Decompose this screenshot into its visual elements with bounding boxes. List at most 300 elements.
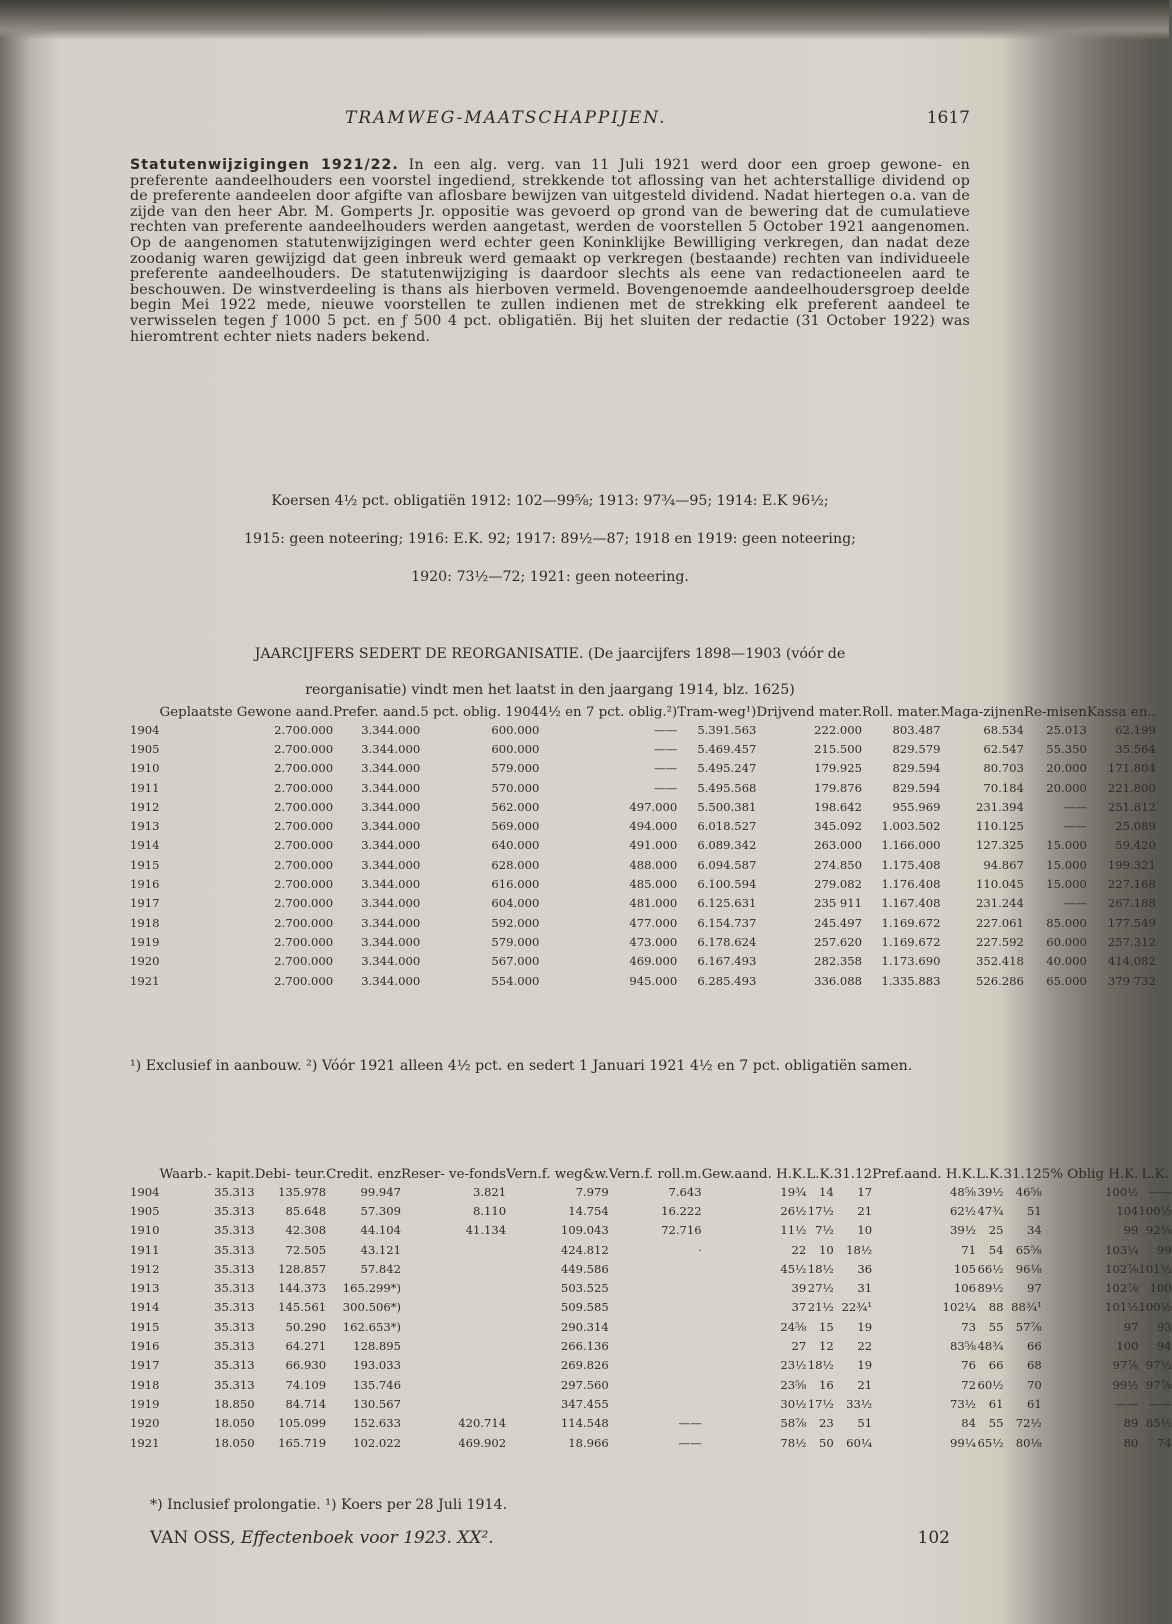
table-cell: 22 bbox=[791, 1242, 807, 1257]
table-cell: 102⅞ bbox=[1105, 1261, 1139, 1276]
table-cell: 562.000 bbox=[491, 799, 540, 814]
table-cell: 6.285.493 bbox=[697, 973, 757, 988]
table-cell: 17 bbox=[857, 1184, 873, 1199]
table-cell: 3.344.000 bbox=[361, 915, 421, 930]
table-cell: 257.620 bbox=[814, 934, 863, 949]
table-cell: 30½ bbox=[780, 1396, 807, 1411]
table-cell: 266.136 bbox=[560, 1339, 609, 1354]
table-cell bbox=[609, 1259, 702, 1278]
table-cell: 64.271 bbox=[285, 1339, 327, 1354]
table-cell bbox=[609, 1356, 702, 1375]
table-cell: —— bbox=[1063, 799, 1087, 814]
table-cell: 93 bbox=[1157, 1319, 1172, 1334]
table-cell: 829.594 bbox=[892, 780, 941, 795]
table-cell: 78½ bbox=[780, 1435, 807, 1450]
table-cell: 282.358 bbox=[814, 954, 863, 969]
table-row bbox=[130, 874, 1156, 893]
table-cell: 57.309 bbox=[360, 1203, 402, 1218]
table-cell: 5.495.568 bbox=[697, 780, 757, 795]
table-cell: 162.653*) bbox=[342, 1319, 402, 1334]
table-cell: 60.000 bbox=[1046, 934, 1087, 949]
table-cell: 165.299*) bbox=[342, 1281, 402, 1296]
table-row bbox=[130, 778, 1156, 797]
row-year: 1912 bbox=[130, 799, 160, 814]
table-cell: 16.222 bbox=[661, 1203, 702, 1218]
table-cell: 43.121 bbox=[360, 1242, 402, 1257]
table-cell: 105.099 bbox=[278, 1416, 327, 1431]
table-cell: 35.313 bbox=[214, 1339, 255, 1354]
table-cell: 88 bbox=[988, 1300, 1004, 1315]
table-cell bbox=[609, 1375, 702, 1394]
jaarcijfers-line: reorganisatie) vindt men het laatst in den jaargang 1914, blz. 1625) bbox=[305, 682, 795, 698]
table-cell: 130.567 bbox=[353, 1396, 402, 1411]
table-cell: 424.812 bbox=[560, 1242, 609, 1257]
footnote-table2: *) Inclusief prolongatie. ¹) Koers per 28 Juli 1914. bbox=[150, 1497, 508, 1513]
table-cell: 92⅛ bbox=[1145, 1223, 1172, 1238]
table-cell: 39½ bbox=[950, 1223, 977, 1238]
row-year: 1905 bbox=[130, 741, 160, 756]
table-cell: 3.344.000 bbox=[361, 896, 421, 911]
table-row bbox=[130, 1182, 1172, 1201]
table-cell: 135.978 bbox=[278, 1184, 327, 1199]
row-year: 1913 bbox=[130, 819, 160, 834]
table-cell: 569.000 bbox=[491, 819, 540, 834]
table-cell: 488.000 bbox=[629, 857, 678, 872]
table-cell: 2.700.000 bbox=[274, 877, 334, 892]
table-cell: 570.000 bbox=[491, 780, 540, 795]
table-cell: 21½ bbox=[807, 1300, 834, 1315]
table-cell: 71 bbox=[961, 1242, 977, 1257]
table-cell: 80⅛ bbox=[1015, 1435, 1042, 1450]
table-cell: 2.700.000 bbox=[274, 780, 334, 795]
table-cell: —— bbox=[654, 780, 678, 795]
table-cell: 3.344.000 bbox=[361, 857, 421, 872]
table-row bbox=[130, 797, 1156, 816]
balance-table-1 bbox=[130, 706, 1156, 990]
table-cell: 245.497 bbox=[814, 915, 863, 930]
table-row bbox=[130, 720, 1156, 739]
table-cell: 35.564 bbox=[1115, 741, 1156, 756]
koersen-line: Koersen 4½ pct. obligatiën 1912: 102—99⅝; 1913: 97¾—95; 1914: E.K 96½; bbox=[271, 493, 829, 509]
table-cell: 1.176.408 bbox=[881, 877, 941, 892]
table-cell: 18.850 bbox=[214, 1396, 255, 1411]
table-cell: 72.716 bbox=[661, 1223, 702, 1238]
table-cell: 567.000 bbox=[491, 954, 540, 969]
table-cell: 6.089.342 bbox=[697, 838, 757, 853]
table-cell: 3.344.000 bbox=[361, 934, 421, 949]
table-row bbox=[130, 816, 1156, 835]
column-header: Drijvend mater. bbox=[756, 705, 863, 720]
table-cell: 1.169.672 bbox=[881, 934, 941, 949]
table-cell: 88¾¹ bbox=[1011, 1300, 1042, 1315]
column-header: Gew.aand. H.K. bbox=[701, 1167, 807, 1182]
jaarcijfers-line: JAARCIJFERS SEDERT DE REORGANISATIE. (De jaarcijfers 1898—1903 (vóór de bbox=[254, 646, 846, 662]
table-cell: 35.313 bbox=[214, 1184, 255, 1199]
table-cell: 27½ bbox=[807, 1281, 834, 1296]
table-cell: 5.495.247 bbox=[697, 761, 757, 776]
row-year: 1915 bbox=[130, 857, 160, 872]
table-cell: 72 bbox=[961, 1377, 977, 1392]
table-cell: 554.000 bbox=[491, 973, 540, 988]
table-cell: 829.594 bbox=[892, 761, 941, 776]
table-cell: 65.000 bbox=[1046, 973, 1087, 988]
table-cell: 21 bbox=[857, 1203, 873, 1218]
running-header bbox=[130, 108, 970, 138]
column-header: Reser- ve-fonds bbox=[401, 1167, 507, 1182]
table-cell: —— bbox=[1063, 896, 1087, 911]
table-cell: —— bbox=[1115, 1396, 1139, 1411]
table-cell: 35.313 bbox=[214, 1281, 255, 1296]
table-cell: 89½ bbox=[977, 1281, 1004, 1296]
row-year: 1913 bbox=[130, 1281, 160, 1296]
table-cell: 18½ bbox=[807, 1358, 834, 1373]
table-cell: 22 bbox=[857, 1339, 873, 1354]
table-cell: 99½ bbox=[1112, 1377, 1139, 1392]
column-header: Debi- teur. bbox=[254, 1167, 327, 1182]
table-cell: 6.100.594 bbox=[697, 877, 757, 892]
table-cell: 74.109 bbox=[285, 1377, 327, 1392]
table-cell: 7.643 bbox=[668, 1184, 702, 1199]
table-cell: 68 bbox=[1027, 1358, 1042, 1373]
table-cell: 35.313 bbox=[214, 1377, 255, 1392]
table-cell: 66 bbox=[988, 1358, 1004, 1373]
page-footer bbox=[150, 1528, 950, 1554]
table-cell: 7½ bbox=[815, 1223, 834, 1238]
column-header: Waarb.- kapit. bbox=[159, 1167, 255, 1182]
table-cell: —— bbox=[678, 1435, 702, 1450]
table-cell: 99 bbox=[1157, 1242, 1172, 1257]
table-cell: 96⅛ bbox=[1015, 1261, 1042, 1276]
table-cell: 50 bbox=[818, 1435, 834, 1450]
table-cell: 57⅞ bbox=[1015, 1319, 1042, 1334]
table-cell: 251.812 bbox=[1107, 799, 1156, 814]
table-cell: 379 732 bbox=[1107, 973, 1156, 988]
table-cell: 65½ bbox=[977, 1435, 1004, 1450]
table-cell: 640.000 bbox=[491, 838, 540, 853]
table-cell: 5.500.381 bbox=[697, 799, 757, 814]
table-cell: 31 bbox=[857, 1281, 873, 1296]
table-cell: 18.050 bbox=[214, 1435, 255, 1450]
table-cell: 497.000 bbox=[629, 799, 678, 814]
table-cell: 18½ bbox=[807, 1261, 834, 1276]
table-cell: 19 bbox=[857, 1319, 873, 1334]
table-cell: 103¼ bbox=[1105, 1242, 1139, 1257]
table-cell: 3.344.000 bbox=[361, 819, 421, 834]
row-year: 1911 bbox=[130, 1242, 160, 1257]
table-cell: —— bbox=[654, 722, 678, 737]
table-row bbox=[130, 1298, 1172, 1317]
table-row bbox=[130, 1259, 1172, 1278]
table-cell: 35.313 bbox=[214, 1242, 255, 1257]
table-cell bbox=[401, 1356, 506, 1375]
table-cell: 1.166.000 bbox=[881, 838, 941, 853]
table-cell: 3.344.000 bbox=[361, 877, 421, 892]
table-cell: 15.000 bbox=[1046, 877, 1087, 892]
table-cell: 1.175.408 bbox=[881, 857, 941, 872]
balance-table-2 bbox=[130, 1168, 1172, 1452]
column-header: L.K. bbox=[976, 1167, 1004, 1182]
row-year: 1917 bbox=[130, 1358, 160, 1373]
table-cell: 73½ bbox=[950, 1396, 977, 1411]
table-row bbox=[130, 1433, 1172, 1452]
running-title: TRAMWEG-MAATSCHAPPIJEN. bbox=[345, 108, 667, 128]
table-cell: 61 bbox=[988, 1396, 1004, 1411]
table-cell bbox=[401, 1336, 506, 1355]
table-cell: 3.344.000 bbox=[361, 838, 421, 853]
table-cell: 3.344.000 bbox=[361, 761, 421, 776]
table-cell: 99¼ bbox=[950, 1435, 977, 1450]
table-cell: 420.714 bbox=[458, 1416, 507, 1431]
table-cell: 34 bbox=[1027, 1223, 1042, 1238]
table-cell bbox=[609, 1298, 702, 1317]
table-cell: 481.000 bbox=[629, 896, 678, 911]
table-cell: 145.561 bbox=[278, 1300, 327, 1315]
table-cell: 221.800 bbox=[1107, 780, 1156, 795]
table-cell: 6.178.624 bbox=[697, 934, 757, 949]
table-cell: —— bbox=[1148, 1396, 1172, 1411]
table-cell: 2.700.000 bbox=[274, 819, 334, 834]
table-cell: 55.350 bbox=[1046, 741, 1087, 756]
row-year: 1920 bbox=[130, 1416, 160, 1431]
table-cell: 102.022 bbox=[353, 1435, 402, 1450]
table-cell: 6.094.587 bbox=[697, 857, 757, 872]
table-cell bbox=[609, 1317, 702, 1336]
table-cell: 51 bbox=[857, 1416, 873, 1431]
table-cell: 1.335.883 bbox=[881, 973, 941, 988]
table-cell: 579.000 bbox=[491, 761, 540, 776]
table-cell: 23 bbox=[818, 1416, 834, 1431]
table-cell: 17½ bbox=[807, 1203, 834, 1218]
table-cell: 8.110 bbox=[472, 1203, 507, 1218]
row-year: 1914 bbox=[130, 1300, 160, 1315]
table-cell: 54 bbox=[988, 1242, 1004, 1257]
column-header: 4½ en 7 pct. oblig.²) bbox=[539, 705, 678, 720]
table-cell: 628.000 bbox=[491, 857, 540, 872]
table-cell bbox=[609, 1336, 702, 1355]
table-cell: · bbox=[698, 1242, 702, 1257]
row-year: 1914 bbox=[130, 838, 160, 853]
table-cell: 97 bbox=[1123, 1319, 1139, 1334]
table-cell: 177.549 bbox=[1107, 915, 1156, 930]
table-cell: 1.169.672 bbox=[881, 915, 941, 930]
table-cell: 193.033 bbox=[353, 1358, 402, 1373]
table-cell: 20.000 bbox=[1046, 780, 1087, 795]
table-cell: 2.700.000 bbox=[274, 799, 334, 814]
table-cell: 33½ bbox=[846, 1396, 873, 1411]
column-header: Re-misen bbox=[1023, 705, 1087, 720]
table-row bbox=[130, 1278, 1172, 1297]
table-cell: 231.244 bbox=[975, 896, 1024, 911]
table-row bbox=[130, 1221, 1172, 1240]
table-cell: 62½ bbox=[950, 1203, 977, 1218]
table-cell: 2.700.000 bbox=[274, 934, 334, 949]
column-header: 5% Oblig H.K. bbox=[1041, 1167, 1139, 1182]
table-cell: 14 bbox=[818, 1184, 834, 1199]
table-cell: 76 bbox=[961, 1358, 977, 1373]
table-cell: 25 bbox=[988, 1223, 1004, 1238]
table-row bbox=[130, 1356, 1172, 1375]
table-cell bbox=[401, 1317, 506, 1336]
table-cell: 60¼ bbox=[846, 1435, 873, 1450]
table-cell: 279.082 bbox=[814, 877, 863, 892]
table-cell: 945.000 bbox=[629, 973, 678, 988]
table-cell: 503.525 bbox=[560, 1281, 609, 1296]
table-cell: 51 bbox=[1027, 1203, 1042, 1218]
table-cell: 70.184 bbox=[983, 780, 1024, 795]
table-cell: 94.867 bbox=[983, 857, 1024, 872]
table-cell: 59.420 bbox=[1115, 838, 1156, 853]
table-cell: 300.506*) bbox=[342, 1300, 402, 1315]
footer-book: Effectenboek voor 1923. bbox=[240, 1528, 452, 1548]
table-cell: 477.000 bbox=[629, 915, 678, 930]
footer-sheet-number: 102 bbox=[917, 1528, 950, 1548]
table-cell bbox=[401, 1394, 506, 1413]
table-cell: 16 bbox=[818, 1377, 834, 1392]
table-cell bbox=[401, 1298, 506, 1317]
table-cell: 15.000 bbox=[1046, 857, 1087, 872]
table-cell: 491.000 bbox=[629, 838, 678, 853]
table-cell: 73 bbox=[961, 1319, 977, 1334]
table-cell: 469.902 bbox=[458, 1435, 507, 1450]
table-cell: 15 bbox=[818, 1319, 834, 1334]
table-cell: 37 bbox=[791, 1300, 807, 1315]
table-row bbox=[130, 1201, 1172, 1220]
table-cell: 55 bbox=[988, 1319, 1004, 1334]
footer-title bbox=[150, 1528, 494, 1548]
table-cell: 600.000 bbox=[491, 741, 540, 756]
table-cell bbox=[401, 1259, 506, 1278]
table-cell: 171.804 bbox=[1107, 761, 1156, 776]
table-cell: 101½ bbox=[1105, 1300, 1139, 1315]
table-cell: 62.547 bbox=[983, 741, 1024, 756]
table-cell: 604.000 bbox=[491, 896, 540, 911]
column-header: L.K. bbox=[1141, 1167, 1169, 1182]
table-cell: 97⅞ bbox=[1145, 1377, 1172, 1392]
table-cell: 84.714 bbox=[285, 1396, 327, 1411]
table-cell: 2.700.000 bbox=[274, 722, 334, 737]
table-cell: 66½ bbox=[977, 1261, 1004, 1276]
table-cell: 18.050 bbox=[214, 1416, 255, 1431]
table-cell: 114.548 bbox=[560, 1416, 609, 1431]
table-cell: 6.125.631 bbox=[697, 896, 757, 911]
table-cell bbox=[401, 1240, 506, 1259]
table-cell: 35.313 bbox=[214, 1319, 255, 1334]
row-year: 1910 bbox=[130, 761, 160, 776]
table-cell: 616.000 bbox=[491, 877, 540, 892]
table-cell: 257.312 bbox=[1107, 934, 1156, 949]
table-cell: 3.344.000 bbox=[361, 973, 421, 988]
table-cell: 39½ bbox=[977, 1184, 1004, 1199]
table-cell: 74 bbox=[1157, 1435, 1172, 1450]
table-cell: 414.082 bbox=[1107, 954, 1156, 969]
table-cell: 509.585 bbox=[560, 1300, 609, 1315]
table-cell: 97½ bbox=[1145, 1358, 1172, 1373]
table-cell: 46⅝ bbox=[1015, 1184, 1042, 1199]
koersen-block bbox=[130, 482, 970, 596]
table-cell: 473.000 bbox=[629, 934, 678, 949]
statutenwijzigingen-paragraph bbox=[130, 158, 970, 345]
row-year: 1918 bbox=[130, 915, 160, 930]
row-year: 1919 bbox=[130, 934, 160, 949]
table-cell: 199.321 bbox=[1107, 857, 1156, 872]
table-cell: 11½ bbox=[780, 1223, 807, 1238]
row-year: 1904 bbox=[130, 1184, 160, 1199]
table-cell: 48⅝ bbox=[950, 1184, 977, 1199]
table-row bbox=[130, 836, 1156, 855]
table-cell: 18.966 bbox=[568, 1435, 609, 1450]
table-cell: 27 bbox=[791, 1339, 807, 1354]
table-cell: 85½ bbox=[1145, 1416, 1172, 1431]
table-cell: 215.500 bbox=[814, 741, 863, 756]
table-cell: 14.754 bbox=[568, 1203, 609, 1218]
table-cell: 227.061 bbox=[975, 915, 1024, 930]
table-cell: 803.487 bbox=[892, 722, 941, 737]
table-row bbox=[130, 759, 1156, 778]
table-cell: 110.125 bbox=[975, 819, 1024, 834]
table-cell: 99 bbox=[1123, 1223, 1139, 1238]
column-header bbox=[130, 1168, 160, 1182]
row-year: 1910 bbox=[130, 1223, 160, 1238]
koersen-line: 1915: geen noteering; 1916: E.K. 92; 1917: 89½—87; 1918 en 1919: geen noteering; bbox=[244, 531, 856, 547]
table-cell: 128.895 bbox=[353, 1339, 402, 1354]
table-cell: 235 911 bbox=[814, 896, 863, 911]
table-cell: 55 bbox=[988, 1416, 1004, 1431]
table-cell: 2.700.000 bbox=[274, 915, 334, 930]
jaarcijfers-heading bbox=[130, 636, 970, 708]
table-cell: 83⅝ bbox=[950, 1339, 977, 1354]
table-cell: 17½ bbox=[807, 1396, 834, 1411]
table-cell: 2.700.000 bbox=[274, 973, 334, 988]
table-cell: 24⅝ bbox=[780, 1319, 807, 1334]
table-cell: 2.700.000 bbox=[274, 896, 334, 911]
table-cell: 99.947 bbox=[360, 1184, 402, 1199]
table-cell: —— bbox=[1063, 819, 1087, 834]
table-cell: 60½ bbox=[977, 1377, 1004, 1392]
table-cell: 263.000 bbox=[814, 838, 863, 853]
row-year: 1920 bbox=[130, 954, 160, 969]
table-cell: 449.586 bbox=[560, 1261, 609, 1276]
table-cell: 6.167.493 bbox=[697, 954, 757, 969]
table-cell: 179.876 bbox=[814, 780, 863, 795]
row-year: 1905 bbox=[130, 1203, 160, 1218]
table-cell: 19 bbox=[857, 1358, 873, 1373]
column-header: 5 pct. oblig. 1904 bbox=[420, 705, 540, 720]
table-cell: 100 bbox=[1149, 1281, 1172, 1296]
paragraph-body: In een alg. verg. van 11 Juli 1921 werd door een groep gewone- en preferente aandeelhouders een voorstel ingediend, strekkende tot aflossing van het achterstallige dividend op de preferente aandeelen door afgifte van aflosbare bewijzen van uitgesteld dividend. Nadat hiertegen o.a. van de zijde van den heer Abr. M. Gomperts Jr. oppositie was gevoerd op grond van de bewering dat de cumulatieve rechten van preferente aandeelhouders werden aangetast, werden de voorstellen 5 October 1921 aangenomen. Op de aangenomen statutenwijzigingen werd echter geen Koninklijke Bewilliging verkregen, dan nadat deze zoodanig waren gewijzigd dat geen inbreuk werd gemaakt op verkregen (bestaande) rechten van individueele preferente aandeelhouders. De statutenwijziging is daardoor slechts als eene van redactioneelen aard te beschouwen. De winstverdeeling is thans als hierboven vermeld. Bovengenoemde aandeelhoudersgroep deelde begin Mei 1922 mede, nieuwe voorstellen te zullen indienen met de strekking elk preferent aandeel te verwisselen tegen ƒ 1000 5 pct. en ƒ 500 4 pct. obligatiën. Bij het sluiten der redactie (31 October 1922) was hieromtrent echter niets naders bekend. bbox=[130, 157, 971, 345]
table-cell: 106 bbox=[953, 1281, 977, 1296]
table-row bbox=[130, 1414, 1172, 1433]
table-cell: 80.703 bbox=[983, 761, 1024, 776]
table-cell: 39 bbox=[791, 1281, 807, 1296]
table-cell: 66 bbox=[1027, 1339, 1042, 1354]
column-header: Roll. mater. bbox=[862, 705, 941, 720]
table-cell: 128.857 bbox=[278, 1261, 327, 1276]
row-year: 1911 bbox=[130, 780, 160, 795]
paragraph-heading: Statutenwijzigingen 1921/22. bbox=[130, 157, 399, 173]
table-cell: 198.642 bbox=[814, 799, 863, 814]
table-cell: 290.314 bbox=[560, 1319, 609, 1334]
column-header bbox=[130, 706, 160, 720]
table-cell: 61 bbox=[1027, 1396, 1042, 1411]
table-cell: 10 bbox=[857, 1223, 873, 1238]
row-year: 1916 bbox=[130, 877, 160, 892]
table-cell: 1.003.502 bbox=[881, 819, 941, 834]
table-row bbox=[130, 971, 1156, 990]
table-cell: 179.925 bbox=[814, 761, 863, 776]
column-header: 31.12 bbox=[1003, 1167, 1042, 1182]
table-row bbox=[130, 1336, 1172, 1355]
table-cell: 2.700.000 bbox=[274, 761, 334, 776]
